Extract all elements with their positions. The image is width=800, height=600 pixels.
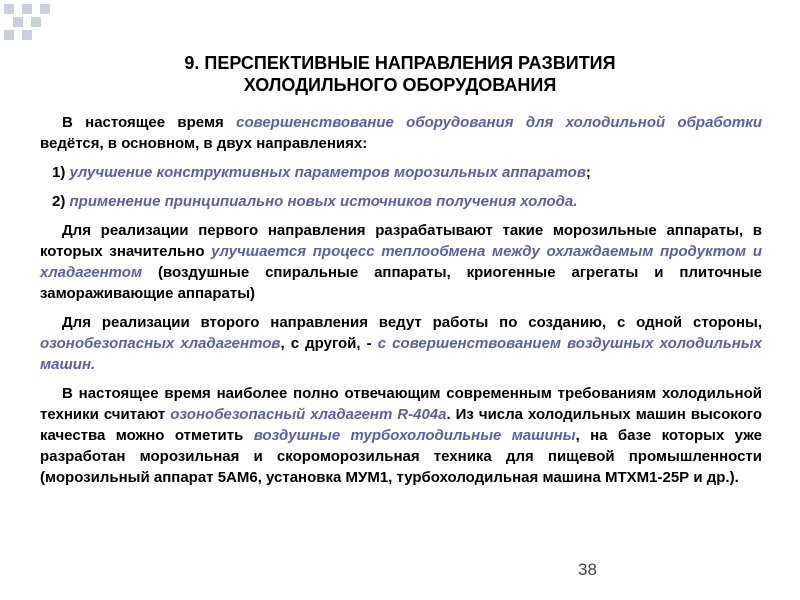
deco-square [13, 17, 23, 27]
emphasis: с совершенствованием воздушных холодильных машин. [40, 335, 762, 373]
emphasis: воздушные турбохолодильные машины [253, 427, 576, 444]
text: ; [585, 164, 591, 181]
text: , с другой, - [280, 335, 378, 352]
emphasis: озонобезопасный хладагент R-404а [170, 406, 447, 423]
slide-body [40, 112, 762, 496]
text: (воздушные спиральные аппараты, криогенные агрегаты и плиточные замораживающие аппараты) [40, 264, 762, 302]
emphasis: применение принципиально новых источников получения холода. [69, 193, 578, 210]
deco-square [31, 17, 41, 27]
text: В настоящее время наиболее полно отвечающим современным требованиям холодильной техники считают [40, 385, 762, 423]
paragraph-current-state [40, 383, 762, 488]
decorative-squares [0, 0, 70, 50]
text: Для реализации первого направления разрабатывают такие морозильные аппараты, в которых значительно [40, 222, 762, 260]
paragraph-first-direction [40, 220, 762, 304]
paragraph-intro [40, 112, 762, 154]
title-line-1: 9. ПЕРСПЕКТИВНЫЕ НАПРАВЛЕНИЯ РАЗВИТИЯ [184, 53, 616, 73]
text: . Из числа холодильных машин высокого качества можно отметить [40, 406, 762, 444]
item-number: 1) [52, 164, 70, 181]
text: Для реализации второго направления ведут работы по созданию, с одной стороны, [62, 314, 762, 331]
text: , на базе которых уже разработан морозильная и скороморозильная техника для пищевой промышленности (морозильный аппарат 5АМ6, установка МУМ1, турбохолодильная машина МТХМ1-25Р и др.). [40, 427, 762, 486]
emphasis: улучшение конструктивных параметров морозильных аппаратов [69, 164, 586, 181]
list-item-2 [40, 191, 762, 212]
list-item-1 [40, 162, 762, 183]
item-number: 2) [52, 193, 70, 210]
emphasis: улучшается процесс теплообмена между охлаждаемым продуктом и хладагентом [40, 243, 762, 281]
deco-square [22, 30, 32, 40]
text: В настоящее время [62, 114, 237, 131]
deco-square [22, 4, 32, 14]
text: ведётся, в основном, в двух направлениях: [40, 135, 368, 152]
emphasis: совершенствование оборудования для холодильной обработки [236, 114, 762, 131]
page-number: 38 [578, 560, 597, 579]
emphasis: озонобезопасных хладагентов [40, 335, 281, 352]
deco-square [4, 4, 14, 14]
paragraph-second-direction [40, 312, 762, 375]
deco-square [4, 30, 14, 40]
deco-square [40, 4, 50, 14]
slide-title [60, 52, 740, 96]
title-line-2: ХОЛОДИЛЬНОГО ОБОРУДОВАНИЯ [243, 75, 557, 95]
